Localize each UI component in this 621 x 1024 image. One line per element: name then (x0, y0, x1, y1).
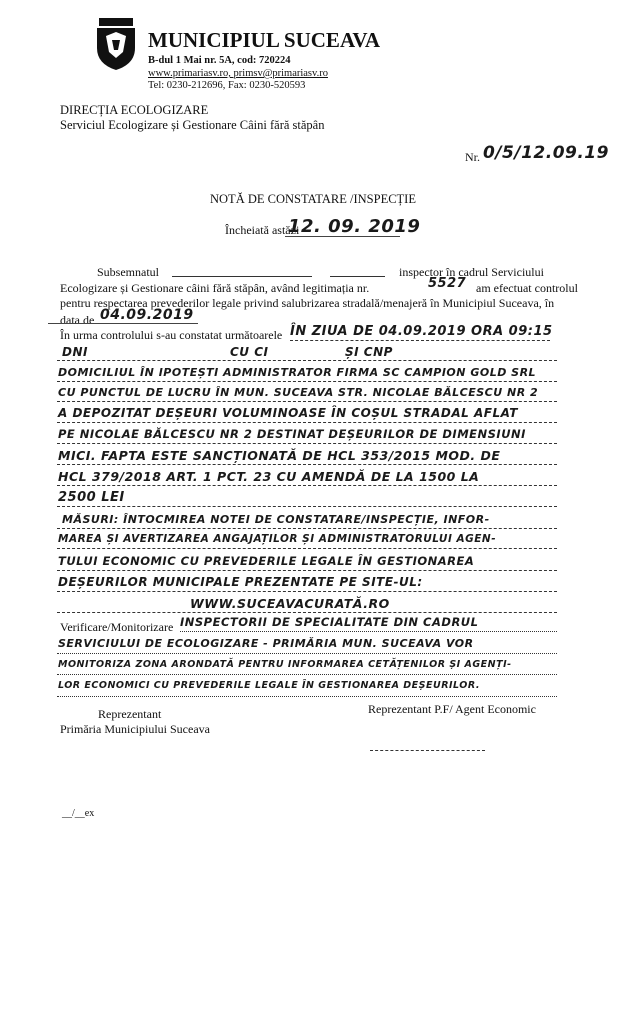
monitoring-line: MONITORIZA ZONA ARONDATĂ PENTRU INFORMAREA CETĂȚENILOR ȘI AGENȚI- (58, 659, 512, 670)
inspector-label: inspector în cadrul Serviciului (399, 265, 544, 279)
signature-left-label: Reprezentant (98, 707, 162, 721)
legitimatie-number: 5527 (428, 276, 467, 291)
measure-line: TULUI ECONOMIC CU PREVEDERILE LEGALE ÎN GESTIONAREA (58, 554, 475, 568)
constat-label: În urma controlului s-au constatat următoarele (60, 328, 283, 342)
signature-left-org: Primăria Municipiului Suceava (60, 722, 210, 736)
header-phone-fax: Tel: 0230-212696, Fax: 0230-520593 (148, 80, 306, 91)
monitoring-line: SERVICIULUI DE ECOLOGIZARE - PRIMĂRIA MUN. SUCEAVA VOR (58, 637, 474, 650)
header-title: MUNICIPIUL SUCEAVA (148, 28, 381, 52)
concluded-label: Încheiată astăzi (225, 223, 300, 237)
monitoring-label: Verificare/Monitorizare (60, 620, 174, 634)
finding-line: MICI. FAPTA ESTE SANCȚIONATĂ DE HCL 353/2015 MOD. DE (58, 448, 501, 463)
control-label: am efectuat controlul (476, 281, 578, 295)
finding-line: HCL 379/2018 ART. 1 PCT. 23 CU AMENDĂ DE LA 1500 LA (58, 469, 480, 484)
finding-line: CU PUNCTUL DE LUCRU ÎN MUN. SUCEAVA STR. NICOLAE BĂLCESCU NR 2 (58, 386, 539, 399)
finding-line: DNI (62, 345, 88, 359)
finding-line: ÎN ZIUA DE 04.09.2019 ORA 09:15 (290, 324, 553, 339)
legitimatie-label: Ecologizare și Gestionare câini fără stăpân, având legitimația nr. (60, 281, 370, 295)
measure-line: DEȘEURILOR MUNICIPALE PREZENTATE PE SITE-UL: (58, 575, 423, 589)
measure-line: MĂSURI: ÎNTOCMIREA NOTEI DE CONSTATARE/INSPECȚIE, INFOR- (62, 513, 490, 526)
measure-line: MAREA ȘI AVERTIZAREA ANGAJAȚILOR ȘI ADMINISTRATORULUI AGEN- (58, 533, 497, 545)
measure-line: WWW.SUCEAVACURATĂ.RO (190, 596, 390, 611)
header-address: B-dul 1 Mai nr. 5A, cod: 720224 (148, 55, 291, 66)
copies-count: __/__ex (62, 808, 95, 819)
finding-line: A DEPOZITAT DEȘEURI VOLUMINOASE ÎN COȘUL STRADAL AFLAT (58, 406, 518, 420)
municipality-crest-icon (95, 18, 137, 70)
concluded-date: 12. 09. 2019 (288, 216, 421, 237)
registration-label: Nr. (465, 150, 480, 164)
department-name: DIRECȚIA ECOLOGIZARE (60, 103, 209, 117)
finding-line: CU CI (230, 345, 269, 359)
finding-line: DOMICILIUL ÎN IPOTEȘTI ADMINISTRATOR FIRMA SC CAMPION GOLD SRL (58, 366, 537, 379)
monitoring-line: LOR ECONOMICI CU PREVEDERILE LEGALE ÎN GESTIONAREA DEȘEURILOR. (58, 680, 480, 691)
header-web-email[interactable]: www.primariasv.ro, primsv@primariasv.ro (148, 68, 328, 79)
data-label: data de (60, 313, 95, 327)
finding-line: PE NICOLAE BĂLCESCU NR 2 DESTINAT DEȘEURILOR DE DIMENSIUNI (58, 427, 526, 441)
finding-line: 2500 LEI (58, 490, 125, 505)
monitoring-line: INSPECTORII DE SPECIALITATE DIN CADRUL (180, 615, 479, 629)
registration-number: 0/5/12.09.19 (483, 143, 609, 163)
control-purpose-text: pentru respectarea prevederilor legale privind salubrizarea stradală/menajeră în Municipiul Suceava, în (60, 296, 555, 310)
finding-line: ȘI CNP (345, 345, 393, 359)
subsemnatul-label: Subsemnatul (97, 265, 159, 279)
document-title: NOTĂ DE CONSTATARE /INSPECȚIE (210, 192, 416, 206)
control-date: 04.09.2019 (100, 307, 194, 323)
signature-right-label: Reprezentant P.F/ Agent Economic (368, 702, 536, 716)
department-service: Serviciul Ecologizare și Gestionare Câini fără stăpân (60, 118, 325, 132)
